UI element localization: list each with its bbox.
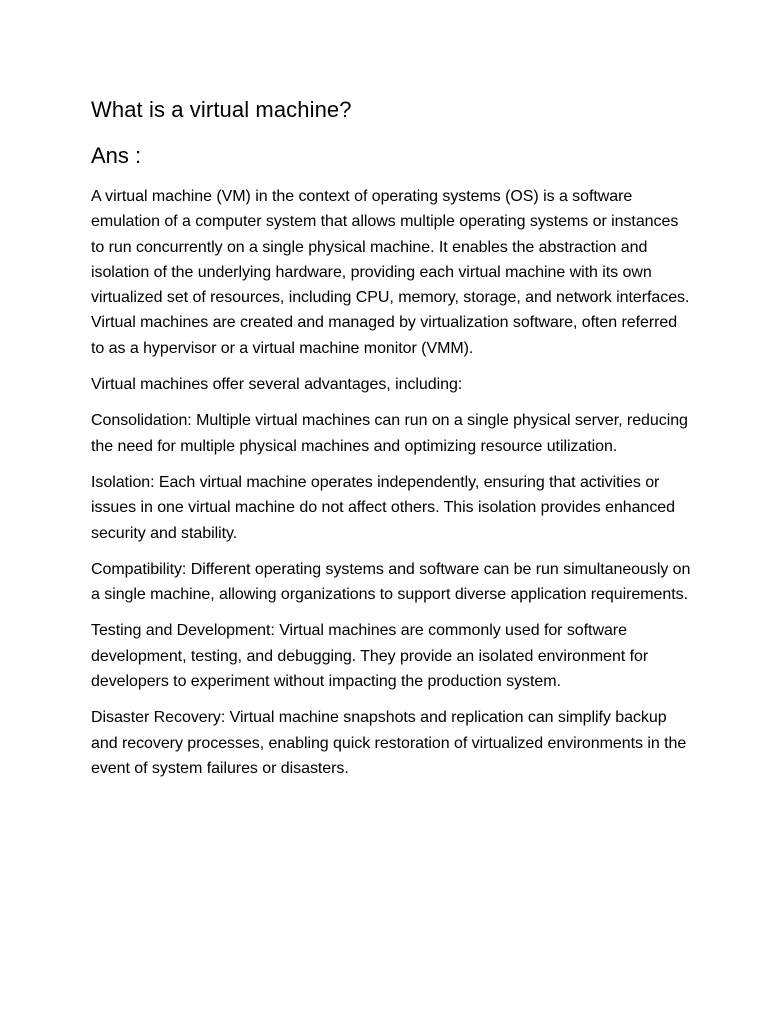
paragraph-compatibility: Compatibility: Different operating systems and software can be run simultaneously on a single machine, allowing organizations to support diverse application requirements.: [91, 560, 691, 604]
paragraph-definition: A virtual machine (VM) in the context of operating systems (OS) is a software emulation of a computer system that allows multiple operating systems or instances to run concurrently on a single physical machine. It enables the abstraction and isolation of the underlying hardware, providing each virtual machine with its own virtualized set of resources, including CPU, memory, storage, and network interfaces. Virtual machines are created and managed by virtualization software, often referred to as a hypervisor or a virtual machine monitor (VMM).: [91, 188, 690, 357]
paragraph-disaster-recovery: Disaster Recovery: Virtual machine snapshots and replication can simplify backup and recovery processes, enabling quick restoration of virtualized environments in the event of system failures or disasters.: [91, 709, 687, 777]
paragraph-testing-development: Testing and Development: Virtual machines are commonly used for software development, testing, and debugging. They provide an isolated environment for developers to experiment without impacting the production system.: [91, 622, 649, 691]
document-body: [91, 94, 691, 792]
paragraph-advantages-intro: Virtual machines offer several advantages, including:: [91, 376, 463, 394]
paragraph-isolation: Isolation: Each virtual machine operates independently, ensuring that activities or issues in one virtual machine do not affect others. This isolation provides enhanced security and stability.: [91, 473, 676, 542]
question-heading: What is a virtual machine?: [91, 97, 352, 122]
answer-label: Ans :: [91, 143, 142, 168]
paragraph-consolidation: Consolidation: Multiple virtual machines can run on a single physical server, reducing the need for multiple physical machines and optimizing resource utilization.: [91, 412, 688, 455]
